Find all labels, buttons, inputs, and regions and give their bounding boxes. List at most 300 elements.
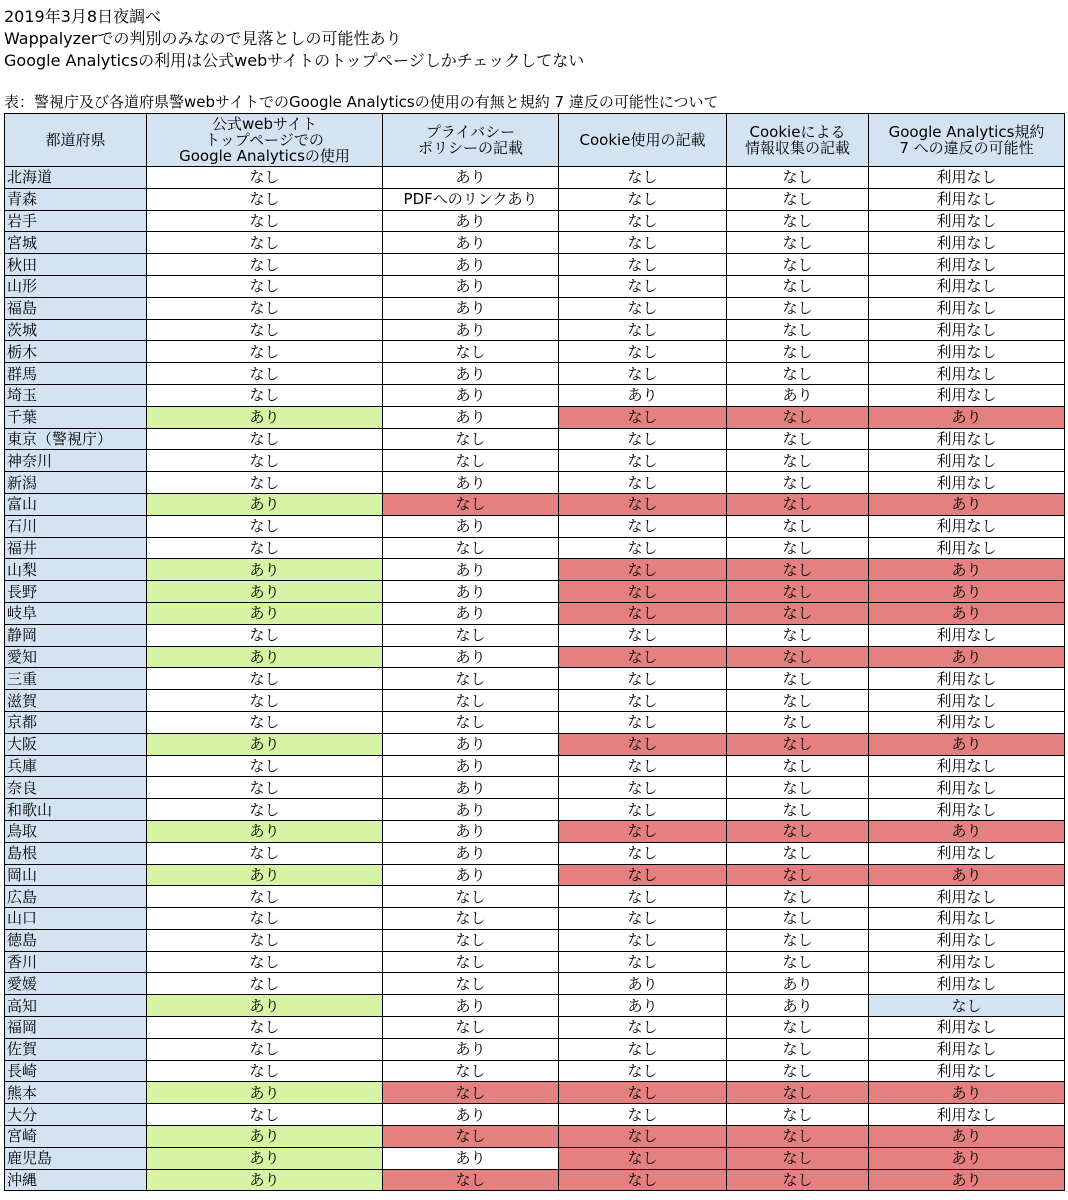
violation-cell: 利用なし [869, 799, 1065, 821]
cookie-collection-cell: あり [727, 973, 869, 995]
cookie-usage-cell: なし [559, 690, 727, 712]
cookie-collection-cell: なし [727, 537, 869, 559]
cookie-usage-cell: なし [559, 450, 727, 472]
prefecture-cell: 栃木 [5, 341, 147, 363]
cookie-collection-cell: なし [727, 188, 869, 210]
prefecture-cell: 滋賀 [5, 690, 147, 712]
ga-usage-cell: なし [147, 668, 383, 690]
table-row [5, 493, 1065, 515]
table-row [5, 799, 1065, 821]
cookie-collection-cell: なし [727, 777, 869, 799]
table-row [5, 908, 1065, 930]
prefecture-cell: 岐阜 [5, 602, 147, 624]
cookie-usage-cell: なし [559, 1104, 727, 1126]
privacy-policy-cell: あり [383, 777, 559, 799]
cookie-collection-cell: なし [727, 319, 869, 341]
violation-cell: 利用なし [869, 428, 1065, 450]
cookie-collection-cell: なし [727, 733, 869, 755]
cookie-usage-cell: なし [559, 777, 727, 799]
header-prefecture [5, 114, 147, 167]
cookie-usage-cell: なし [559, 341, 727, 363]
table-body [5, 167, 1065, 1191]
privacy-policy-cell: あり [383, 319, 559, 341]
violation-cell: 利用なし [869, 450, 1065, 472]
privacy-policy-cell: なし [383, 1082, 559, 1104]
privacy-policy-cell: なし [383, 690, 559, 712]
table-row [5, 1082, 1065, 1104]
cookie-collection-cell: なし [727, 646, 869, 668]
prefecture-cell: 長崎 [5, 1060, 147, 1082]
ga-usage-cell: あり [147, 559, 383, 581]
table-row [5, 472, 1065, 494]
violation-cell: あり [869, 1147, 1065, 1169]
ga-usage-cell: なし [147, 537, 383, 559]
violation-cell: 利用なし [869, 384, 1065, 406]
ga-usage-cell: なし [147, 755, 383, 777]
table-row [5, 1147, 1065, 1169]
cookie-usage-cell: なし [559, 428, 727, 450]
privacy-policy-cell: あり [383, 406, 559, 428]
ga-usage-cell: なし [147, 1038, 383, 1060]
table-row [5, 646, 1065, 668]
cookie-collection-cell: なし [727, 929, 869, 951]
header-violation [869, 114, 1065, 167]
prefecture-cell: 宮城 [5, 232, 147, 254]
privacy-policy-cell: あり [383, 363, 559, 385]
privacy-policy-cell: なし [383, 1169, 559, 1191]
privacy-policy-cell: あり [383, 842, 559, 864]
ga-usage-table [4, 113, 1065, 1191]
prefecture-cell: 奈良 [5, 777, 147, 799]
ga-usage-cell: あり [147, 1147, 383, 1169]
table-row [5, 624, 1065, 646]
prefecture-cell: 徳島 [5, 929, 147, 951]
header-line: Cookieによる [749, 123, 846, 141]
header-line: Google Analyticsの使用 [179, 147, 350, 165]
ga-usage-cell: なし [147, 450, 383, 472]
table-row [5, 363, 1065, 385]
violation-cell: 利用なし [869, 1017, 1065, 1039]
cookie-collection-cell: なし [727, 515, 869, 537]
cookie-usage-cell: なし [559, 602, 727, 624]
cookie-usage-cell: あり [559, 384, 727, 406]
privacy-policy-cell: あり [383, 232, 559, 254]
ga-usage-cell: なし [147, 951, 383, 973]
privacy-policy-cell: あり [383, 820, 559, 842]
cookie-collection-cell: なし [727, 1060, 869, 1082]
privacy-policy-cell: なし [383, 951, 559, 973]
cookie-collection-cell: なし [727, 232, 869, 254]
ga-usage-cell: あり [147, 864, 383, 886]
prefecture-cell: 宮崎 [5, 1126, 147, 1148]
cookie-collection-cell: なし [727, 167, 869, 189]
table-row [5, 406, 1065, 428]
cookie-usage-cell: なし [559, 799, 727, 821]
cookie-usage-cell: なし [559, 581, 727, 603]
ga-usage-cell: あり [147, 646, 383, 668]
prefecture-cell: 広島 [5, 886, 147, 908]
cookie-collection-cell: なし [727, 210, 869, 232]
privacy-policy-cell: PDFへのリンクあり [383, 188, 559, 210]
ga-usage-cell: なし [147, 319, 383, 341]
table-row [5, 515, 1065, 537]
prefecture-cell: 愛知 [5, 646, 147, 668]
privacy-policy-cell: なし [383, 929, 559, 951]
privacy-policy-cell: あり [383, 472, 559, 494]
header-privacy-policy [383, 114, 559, 167]
privacy-policy-cell: あり [383, 755, 559, 777]
violation-cell: 利用なし [869, 319, 1065, 341]
ga-usage-cell: あり [147, 406, 383, 428]
violation-cell: 利用なし [869, 777, 1065, 799]
violation-cell: あり [869, 559, 1065, 581]
privacy-policy-cell: あり [383, 384, 559, 406]
privacy-policy-cell: なし [383, 428, 559, 450]
table-row [5, 297, 1065, 319]
violation-cell: 利用なし [869, 886, 1065, 908]
violation-cell: あり [869, 602, 1065, 624]
cookie-usage-cell: なし [559, 515, 727, 537]
table-row [5, 1060, 1065, 1082]
violation-cell: あり [869, 733, 1065, 755]
violation-cell: あり [869, 820, 1065, 842]
prefecture-cell: 茨城 [5, 319, 147, 341]
cookie-collection-cell: なし [727, 864, 869, 886]
ga-usage-cell: なし [147, 428, 383, 450]
violation-cell: 利用なし [869, 1104, 1065, 1126]
prefecture-cell: 和歌山 [5, 799, 147, 821]
header-line: Google Analytics規約 [888, 123, 1045, 141]
violation-cell: 利用なし [869, 624, 1065, 646]
table-row [5, 1126, 1065, 1148]
violation-cell: 利用なし [869, 537, 1065, 559]
cookie-collection-cell: なし [727, 297, 869, 319]
ga-usage-cell: なし [147, 341, 383, 363]
cookie-usage-cell: なし [559, 406, 727, 428]
cookie-usage-cell: なし [559, 668, 727, 690]
table-row [5, 755, 1065, 777]
violation-cell: あり [869, 581, 1065, 603]
privacy-policy-cell: なし [383, 493, 559, 515]
cookie-collection-cell: なし [727, 341, 869, 363]
ga-usage-cell: なし [147, 210, 383, 232]
ga-usage-cell: なし [147, 690, 383, 712]
cookie-usage-cell: なし [559, 167, 727, 189]
table-row [5, 188, 1065, 210]
privacy-policy-cell: なし [383, 886, 559, 908]
privacy-policy-cell: あり [383, 1038, 559, 1060]
cookie-usage-cell: なし [559, 1147, 727, 1169]
cookie-collection-cell: なし [727, 1017, 869, 1039]
violation-cell: 利用なし [869, 668, 1065, 690]
ga-usage-cell: なし [147, 232, 383, 254]
cookie-collection-cell: なし [727, 363, 869, 385]
violation-cell: 利用なし [869, 951, 1065, 973]
prefecture-cell: 山口 [5, 908, 147, 930]
note-survey-date: 2019年3月8日夜調べ [4, 7, 162, 26]
prefecture-cell: 石川 [5, 515, 147, 537]
prefecture-cell: 富山 [5, 493, 147, 515]
ga-usage-cell: あり [147, 581, 383, 603]
cookie-usage-cell: なし [559, 1038, 727, 1060]
prefecture-cell: 熊本 [5, 1082, 147, 1104]
violation-cell: 利用なし [869, 515, 1065, 537]
ga-usage-cell: あり [147, 820, 383, 842]
cookie-collection-cell: なし [727, 1169, 869, 1191]
prefecture-cell: 青森 [5, 188, 147, 210]
table-row [5, 275, 1065, 297]
ga-usage-cell: あり [147, 602, 383, 624]
ga-usage-cell: なし [147, 472, 383, 494]
cookie-collection-cell: なし [727, 711, 869, 733]
privacy-policy-cell: あり [383, 297, 559, 319]
ga-usage-cell: なし [147, 167, 383, 189]
prefecture-cell: 長野 [5, 581, 147, 603]
table-row [5, 341, 1065, 363]
header-cookie-usage [559, 114, 727, 167]
cookie-usage-cell: あり [559, 995, 727, 1017]
table-row [5, 1104, 1065, 1126]
ga-usage-cell: あり [147, 733, 383, 755]
ga-usage-cell: なし [147, 842, 383, 864]
ga-usage-cell: なし [147, 363, 383, 385]
cookie-usage-cell: なし [559, 1126, 727, 1148]
privacy-policy-cell: あり [383, 515, 559, 537]
table-row [5, 428, 1065, 450]
cookie-collection-cell: なし [727, 254, 869, 276]
violation-cell: 利用なし [869, 711, 1065, 733]
privacy-policy-cell: なし [383, 973, 559, 995]
cookie-collection-cell: なし [727, 428, 869, 450]
ga-usage-cell: あり [147, 1126, 383, 1148]
cookie-usage-cell: なし [559, 929, 727, 951]
privacy-policy-cell: なし [383, 1060, 559, 1082]
cookie-collection-cell: なし [727, 799, 869, 821]
privacy-policy-cell: あり [383, 1104, 559, 1126]
table-row [5, 537, 1065, 559]
cookie-collection-cell: なし [727, 472, 869, 494]
prefecture-cell: 岩手 [5, 210, 147, 232]
cookie-usage-cell: なし [559, 646, 727, 668]
table-row [5, 384, 1065, 406]
violation-cell: あり [869, 406, 1065, 428]
violation-cell: 利用なし [869, 188, 1065, 210]
prefecture-cell: 静岡 [5, 624, 147, 646]
privacy-policy-cell: あり [383, 864, 559, 886]
violation-cell: あり [869, 1169, 1065, 1191]
ga-usage-cell: なし [147, 297, 383, 319]
prefecture-cell: 群馬 [5, 363, 147, 385]
cookie-usage-cell: なし [559, 624, 727, 646]
table-row [5, 450, 1065, 472]
table-row [5, 668, 1065, 690]
cookie-collection-cell: なし [727, 1104, 869, 1126]
cookie-collection-cell: なし [727, 886, 869, 908]
privacy-policy-cell: なし [383, 1017, 559, 1039]
cookie-usage-cell: なし [559, 820, 727, 842]
cookie-collection-cell: あり [727, 995, 869, 1017]
privacy-policy-cell: あり [383, 167, 559, 189]
privacy-policy-cell: あり [383, 646, 559, 668]
cookie-collection-cell: なし [727, 406, 869, 428]
ga-usage-cell: なし [147, 275, 383, 297]
prefecture-cell: 神奈川 [5, 450, 147, 472]
cookie-collection-cell: なし [727, 559, 869, 581]
survey-notes [4, 6, 1064, 72]
violation-cell: 利用なし [869, 232, 1065, 254]
prefecture-cell: 山形 [5, 275, 147, 297]
privacy-policy-cell: あり [383, 799, 559, 821]
cookie-collection-cell: なし [727, 1082, 869, 1104]
table-row [5, 602, 1065, 624]
cookie-usage-cell: なし [559, 755, 727, 777]
ga-usage-cell: なし [147, 799, 383, 821]
cookie-usage-cell: なし [559, 559, 727, 581]
cookie-usage-cell: なし [559, 842, 727, 864]
cookie-collection-cell: なし [727, 668, 869, 690]
violation-cell: 利用なし [869, 1060, 1065, 1082]
cookie-usage-cell: なし [559, 275, 727, 297]
privacy-policy-cell: なし [383, 537, 559, 559]
cookie-collection-cell: なし [727, 842, 869, 864]
header-line: 公式webサイト [212, 115, 317, 133]
cookie-usage-cell: なし [559, 537, 727, 559]
ga-usage-cell: なし [147, 1017, 383, 1039]
table-row [5, 167, 1065, 189]
cookie-usage-cell: なし [559, 733, 727, 755]
table-row [5, 559, 1065, 581]
table-row [5, 1017, 1065, 1039]
header-line: 7 への違反の可能性 [899, 139, 1034, 157]
table-row [5, 886, 1065, 908]
ga-usage-cell: あり [147, 493, 383, 515]
prefecture-cell: 埼玉 [5, 384, 147, 406]
cookie-collection-cell: なし [727, 1147, 869, 1169]
table-row [5, 733, 1065, 755]
prefecture-cell: 大阪 [5, 733, 147, 755]
cookie-collection-cell: なし [727, 755, 869, 777]
cookie-usage-cell: あり [559, 973, 727, 995]
violation-cell: 利用なし [869, 842, 1065, 864]
cookie-usage-cell: なし [559, 363, 727, 385]
prefecture-cell: 鹿児島 [5, 1147, 147, 1169]
privacy-policy-cell: なし [383, 450, 559, 472]
cookie-collection-cell: なし [727, 690, 869, 712]
prefecture-cell: 東京（警視庁） [5, 428, 147, 450]
cookie-collection-cell: なし [727, 624, 869, 646]
table-row [5, 864, 1065, 886]
cookie-usage-cell: なし [559, 908, 727, 930]
table-row [5, 929, 1065, 951]
privacy-policy-cell: あり [383, 581, 559, 603]
prefecture-cell: 新潟 [5, 472, 147, 494]
violation-cell: あり [869, 1126, 1065, 1148]
ga-usage-cell: なし [147, 624, 383, 646]
prefecture-cell: 鳥取 [5, 820, 147, 842]
cookie-collection-cell: なし [727, 1038, 869, 1060]
privacy-policy-cell: あり [383, 1147, 559, 1169]
note-detection-method: Wappalyzerでの判別のみなので見落としの可能性あり [4, 29, 402, 48]
violation-cell: あり [869, 646, 1065, 668]
violation-cell: 利用なし [869, 472, 1065, 494]
privacy-policy-cell: あり [383, 733, 559, 755]
table-row [5, 1038, 1065, 1060]
cookie-collection-cell: なし [727, 908, 869, 930]
privacy-policy-cell: なし [383, 624, 559, 646]
table-header-row [5, 114, 1065, 167]
violation-cell: あり [869, 1082, 1065, 1104]
table-row [5, 581, 1065, 603]
cookie-usage-cell: なし [559, 1169, 727, 1191]
violation-cell: 利用なし [869, 929, 1065, 951]
header-line: Cookie使用の記載 [579, 131, 706, 149]
table-row [5, 842, 1065, 864]
table-row [5, 973, 1065, 995]
prefecture-cell: 福島 [5, 297, 147, 319]
table-row [5, 232, 1065, 254]
prefecture-cell: 島根 [5, 842, 147, 864]
violation-cell: 利用なし [869, 297, 1065, 319]
violation-cell: 利用なし [869, 908, 1065, 930]
privacy-policy-cell: なし [383, 668, 559, 690]
violation-cell: 利用なし [869, 275, 1065, 297]
prefecture-cell: 沖縄 [5, 1169, 147, 1191]
violation-cell: なし [869, 995, 1065, 1017]
table-row [5, 319, 1065, 341]
ga-usage-cell: なし [147, 254, 383, 276]
prefecture-cell: 福井 [5, 537, 147, 559]
table-row [5, 820, 1065, 842]
table-row [5, 690, 1065, 712]
violation-cell: 利用なし [869, 690, 1065, 712]
ga-usage-cell: あり [147, 1169, 383, 1191]
privacy-policy-cell: あり [383, 602, 559, 624]
table-row [5, 254, 1065, 276]
prefecture-cell: 香川 [5, 951, 147, 973]
violation-cell: 利用なし [869, 973, 1065, 995]
prefecture-cell: 佐賀 [5, 1038, 147, 1060]
prefecture-cell: 北海道 [5, 167, 147, 189]
cookie-usage-cell: なし [559, 297, 727, 319]
privacy-policy-cell: あり [383, 275, 559, 297]
table-row [5, 1169, 1065, 1191]
violation-cell: あり [869, 493, 1065, 515]
table-row [5, 951, 1065, 973]
ga-usage-cell: なし [147, 886, 383, 908]
cookie-collection-cell: なし [727, 493, 869, 515]
cookie-collection-cell: なし [727, 1126, 869, 1148]
prefecture-cell: 岡山 [5, 864, 147, 886]
ga-usage-cell: あり [147, 1082, 383, 1104]
ga-usage-cell: なし [147, 384, 383, 406]
cookie-collection-cell: あり [727, 384, 869, 406]
header-line: トップページでの [205, 131, 324, 149]
violation-cell: 利用なし [869, 341, 1065, 363]
table-row [5, 995, 1065, 1017]
violation-cell: 利用なし [869, 254, 1065, 276]
table-row [5, 210, 1065, 232]
cookie-usage-cell: なし [559, 1082, 727, 1104]
header-line: プライバシー [425, 123, 516, 141]
prefecture-cell: 愛媛 [5, 973, 147, 995]
header-cookie-collection [727, 114, 869, 167]
cookie-collection-cell: なし [727, 602, 869, 624]
privacy-policy-cell: なし [383, 341, 559, 363]
cookie-collection-cell: なし [727, 450, 869, 472]
cookie-usage-cell: なし [559, 210, 727, 232]
ga-usage-cell: なし [147, 929, 383, 951]
ga-usage-cell: なし [147, 515, 383, 537]
